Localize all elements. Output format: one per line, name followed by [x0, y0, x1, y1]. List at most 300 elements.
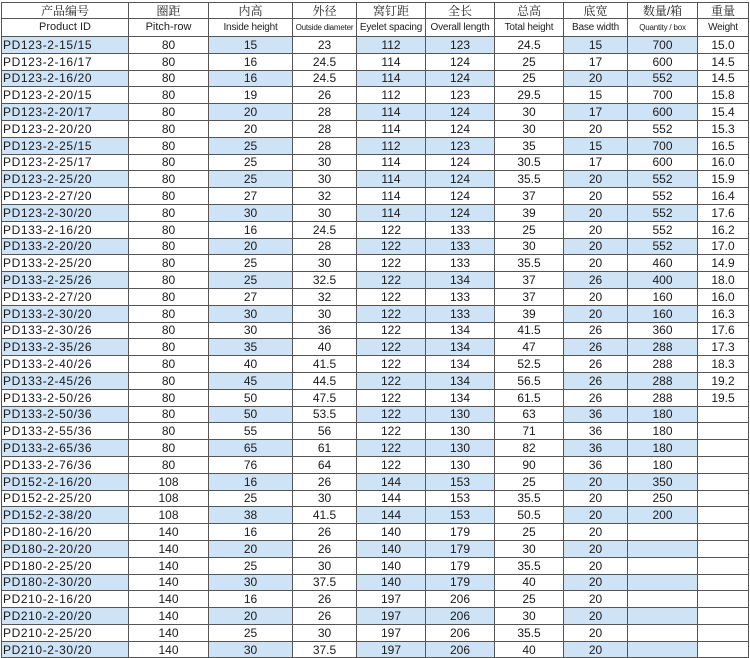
cell-eyelet-spacing: 122 [357, 339, 426, 356]
cell-quantity-box [628, 540, 698, 557]
cell-outside-diameter: 32 [293, 188, 357, 205]
cell-quantity-box [628, 524, 698, 541]
cell-total-height: 50.5 [495, 507, 564, 524]
cell-overall-length: 133 [426, 288, 495, 305]
cell-pitch-row: 80 [129, 238, 209, 255]
cell-quantity-box [628, 574, 698, 591]
cell-product-id: PD210-2-30/20 [2, 641, 129, 658]
cell-inside-height: 40 [209, 356, 293, 373]
cell-outside-diameter: 41.5 [293, 356, 357, 373]
cell-inside-height: 30 [209, 322, 293, 339]
cell-quantity-box: 160 [628, 288, 698, 305]
cell-product-id: PD180-2-25/20 [2, 557, 129, 574]
cell-quantity-box: 552 [628, 70, 698, 87]
table-row [2, 120, 749, 137]
cell-inside-height: 35 [209, 339, 293, 356]
cell-weight: 15.8 [698, 87, 749, 104]
cell-product-id: PD152-2-25/20 [2, 490, 129, 507]
cell-overall-length: 124 [426, 120, 495, 137]
cell-outside-diameter: 24.5 [293, 70, 357, 87]
cell-product-id: PD210-2-16/20 [2, 591, 129, 608]
cell-product-id: PD123-2-30/20 [2, 204, 129, 221]
cell-quantity-box: 160 [628, 305, 698, 322]
cell-inside-height: 76 [209, 456, 293, 473]
cell-weight: 16.0 [698, 288, 749, 305]
cell-weight [698, 440, 749, 457]
cell-base-width: 17 [564, 104, 628, 121]
cell-quantity-box: 288 [628, 372, 698, 389]
cell-outside-diameter: 41.5 [293, 507, 357, 524]
cell-pitch-row: 80 [129, 120, 209, 137]
table-row [2, 608, 749, 625]
cell-overall-length: 206 [426, 591, 495, 608]
header-zh-base-width: 底宽 [564, 3, 628, 19]
cell-total-height: 25 [495, 524, 564, 541]
cell-pitch-row: 80 [129, 221, 209, 238]
cell-weight: 17.3 [698, 339, 749, 356]
cell-product-id: PD133-2-45/26 [2, 372, 129, 389]
cell-total-height: 25 [495, 53, 564, 70]
cell-pitch-row: 140 [129, 524, 209, 541]
cell-product-id: PD133-2-30/20 [2, 305, 129, 322]
cell-weight [698, 473, 749, 490]
cell-weight: 19.2 [698, 372, 749, 389]
cell-product-id: PD180-2-20/20 [2, 540, 129, 557]
header-zh-pitch-row: 圈距 [129, 3, 209, 19]
cell-overall-length: 134 [426, 272, 495, 289]
cell-base-width: 20 [564, 524, 628, 541]
table-row [2, 154, 749, 171]
cell-pitch-row: 140 [129, 591, 209, 608]
table-row [2, 356, 749, 373]
cell-weight [698, 406, 749, 423]
header-zh-outside-diameter: 外径 [293, 3, 357, 19]
cell-quantity-box: 350 [628, 473, 698, 490]
cell-outside-diameter: 61 [293, 440, 357, 457]
cell-inside-height: 16 [209, 591, 293, 608]
cell-total-height: 71 [495, 423, 564, 440]
cell-overall-length: 124 [426, 53, 495, 70]
table-row [2, 440, 749, 457]
cell-outside-diameter: 30 [293, 624, 357, 641]
cell-inside-height: 20 [209, 238, 293, 255]
cell-quantity-box: 700 [628, 37, 698, 54]
table-row [2, 322, 749, 339]
cell-pitch-row: 80 [129, 440, 209, 457]
table-row [2, 221, 749, 238]
cell-pitch-row: 140 [129, 624, 209, 641]
cell-eyelet-spacing: 140 [357, 574, 426, 591]
cell-weight [698, 490, 749, 507]
cell-overall-length: 133 [426, 221, 495, 238]
cell-overall-length: 123 [426, 87, 495, 104]
table-row [2, 272, 749, 289]
cell-overall-length: 124 [426, 188, 495, 205]
cell-outside-diameter: 24.5 [293, 53, 357, 70]
cell-inside-height: 16 [209, 70, 293, 87]
cell-overall-length: 179 [426, 557, 495, 574]
cell-total-height: 30 [495, 120, 564, 137]
cell-outside-diameter: 47.5 [293, 389, 357, 406]
table-row [2, 524, 749, 541]
cell-weight: 14.5 [698, 53, 749, 70]
cell-quantity-box: 552 [628, 221, 698, 238]
cell-inside-height: 55 [209, 423, 293, 440]
cell-quantity-box [628, 591, 698, 608]
cell-eyelet-spacing: 114 [357, 204, 426, 221]
cell-overall-length: 179 [426, 540, 495, 557]
cell-overall-length: 134 [426, 356, 495, 373]
cell-quantity-box: 288 [628, 339, 698, 356]
cell-eyelet-spacing: 140 [357, 540, 426, 557]
cell-base-width: 20 [564, 641, 628, 658]
cell-overall-length: 134 [426, 339, 495, 356]
cell-overall-length: 123 [426, 137, 495, 154]
cell-outside-diameter: 37.5 [293, 641, 357, 658]
header-zh-product-id: 产品编号 [2, 3, 129, 19]
cell-inside-height: 45 [209, 372, 293, 389]
table-row [2, 255, 749, 272]
cell-inside-height: 20 [209, 104, 293, 121]
cell-quantity-box: 180 [628, 423, 698, 440]
cell-base-width: 15 [564, 37, 628, 54]
cell-total-height: 37 [495, 188, 564, 205]
cell-overall-length: 123 [426, 37, 495, 54]
cell-base-width: 20 [564, 221, 628, 238]
header-row-english [2, 19, 749, 37]
cell-overall-length: 124 [426, 70, 495, 87]
cell-inside-height: 16 [209, 473, 293, 490]
cell-weight: 15.3 [698, 120, 749, 137]
cell-base-width: 26 [564, 389, 628, 406]
cell-eyelet-spacing: 112 [357, 37, 426, 54]
cell-weight [698, 456, 749, 473]
cell-base-width: 20 [564, 507, 628, 524]
cell-overall-length: 206 [426, 608, 495, 625]
cell-weight: 16.3 [698, 305, 749, 322]
cell-product-id: PD123-2-16/20 [2, 70, 129, 87]
header-row-chinese [2, 3, 749, 19]
cell-weight [698, 608, 749, 625]
cell-base-width: 20 [564, 591, 628, 608]
cell-base-width: 20 [564, 305, 628, 322]
header-en-inside-height: Inside height [209, 19, 293, 37]
cell-product-id: PD133-2-25/26 [2, 272, 129, 289]
table-row [2, 137, 749, 154]
cell-base-width: 36 [564, 456, 628, 473]
header-en-outside-diameter: Outside diameter [293, 19, 357, 37]
cell-overall-length: 124 [426, 104, 495, 121]
table-row [2, 204, 749, 221]
cell-eyelet-spacing: 144 [357, 473, 426, 490]
cell-quantity-box [628, 608, 698, 625]
header-en-eyelet-spacing: Eyelet spacing [357, 19, 426, 37]
cell-pitch-row: 80 [129, 188, 209, 205]
cell-overall-length: 133 [426, 305, 495, 322]
product-spec-table [1, 2, 749, 658]
cell-base-width: 17 [564, 154, 628, 171]
cell-weight: 16.2 [698, 221, 749, 238]
cell-pitch-row: 108 [129, 507, 209, 524]
cell-base-width: 26 [564, 272, 628, 289]
cell-outside-diameter: 32 [293, 288, 357, 305]
cell-total-height: 35.5 [495, 624, 564, 641]
cell-outside-diameter: 28 [293, 137, 357, 154]
cell-inside-height: 25 [209, 255, 293, 272]
cell-outside-diameter: 32.5 [293, 272, 357, 289]
cell-outside-diameter: 26 [293, 608, 357, 625]
cell-product-id: PD210-2-25/20 [2, 624, 129, 641]
cell-base-width: 20 [564, 473, 628, 490]
header-en-product-id: Product ID [2, 19, 129, 37]
table-row [2, 641, 749, 658]
cell-quantity-box: 600 [628, 53, 698, 70]
cell-base-width: 20 [564, 557, 628, 574]
cell-inside-height: 25 [209, 171, 293, 188]
header-en-total-height: Total height [495, 19, 564, 37]
cell-product-id: PD133-2-40/26 [2, 356, 129, 373]
cell-base-width: 20 [564, 490, 628, 507]
cell-total-height: 39 [495, 204, 564, 221]
cell-inside-height: 16 [209, 53, 293, 70]
cell-base-width: 20 [564, 608, 628, 625]
cell-pitch-row: 80 [129, 137, 209, 154]
cell-eyelet-spacing: 122 [357, 440, 426, 457]
cell-product-id: PD123-2-25/20 [2, 171, 129, 188]
cell-quantity-box: 600 [628, 104, 698, 121]
cell-overall-length: 130 [426, 440, 495, 457]
cell-product-id: PD133-2-76/36 [2, 456, 129, 473]
cell-pitch-row: 80 [129, 356, 209, 373]
cell-outside-diameter: 28 [293, 120, 357, 137]
cell-pitch-row: 80 [129, 87, 209, 104]
cell-inside-height: 20 [209, 120, 293, 137]
cell-total-height: 35 [495, 137, 564, 154]
cell-product-id: PD152-2-38/20 [2, 507, 129, 524]
cell-weight: 15.9 [698, 171, 749, 188]
cell-product-id: PD123-2-20/15 [2, 87, 129, 104]
cell-product-id: PD133-2-25/20 [2, 255, 129, 272]
cell-base-width: 17 [564, 53, 628, 70]
cell-outside-diameter: 36 [293, 322, 357, 339]
table-row [2, 104, 749, 121]
cell-quantity-box: 288 [628, 356, 698, 373]
cell-total-height: 63 [495, 406, 564, 423]
table-row [2, 591, 749, 608]
header-en-overall-length: Overall length [426, 19, 495, 37]
cell-eyelet-spacing: 122 [357, 406, 426, 423]
cell-overall-length: 206 [426, 641, 495, 658]
cell-total-height: 25 [495, 70, 564, 87]
cell-pitch-row: 80 [129, 288, 209, 305]
cell-base-width: 26 [564, 356, 628, 373]
cell-outside-diameter: 40 [293, 339, 357, 356]
cell-outside-diameter: 26 [293, 540, 357, 557]
cell-quantity-box: 552 [628, 238, 698, 255]
cell-weight [698, 557, 749, 574]
cell-inside-height: 25 [209, 490, 293, 507]
cell-inside-height: 25 [209, 272, 293, 289]
cell-base-width: 26 [564, 372, 628, 389]
cell-eyelet-spacing: 122 [357, 255, 426, 272]
cell-inside-height: 19 [209, 87, 293, 104]
cell-base-width: 26 [564, 322, 628, 339]
cell-product-id: PD123-2-20/17 [2, 104, 129, 121]
cell-weight: 15.4 [698, 104, 749, 121]
table-row [2, 490, 749, 507]
cell-outside-diameter: 24.5 [293, 221, 357, 238]
cell-overall-length: 153 [426, 473, 495, 490]
cell-base-width: 36 [564, 423, 628, 440]
cell-product-id: PD123-2-27/20 [2, 188, 129, 205]
cell-total-height: 82 [495, 440, 564, 457]
cell-pitch-row: 140 [129, 557, 209, 574]
table-row [2, 339, 749, 356]
cell-base-width: 20 [564, 255, 628, 272]
cell-outside-diameter: 56 [293, 423, 357, 440]
cell-eyelet-spacing: 140 [357, 524, 426, 541]
cell-inside-height: 25 [209, 557, 293, 574]
cell-pitch-row: 80 [129, 104, 209, 121]
cell-weight: 17.6 [698, 322, 749, 339]
table-row [2, 188, 749, 205]
table-row [2, 473, 749, 490]
cell-overall-length: 153 [426, 507, 495, 524]
cell-product-id: PD152-2-16/20 [2, 473, 129, 490]
cell-outside-diameter: 26 [293, 591, 357, 608]
cell-eyelet-spacing: 122 [357, 456, 426, 473]
header-zh-overall-length: 全长 [426, 3, 495, 19]
cell-product-id: PD123-2-15/15 [2, 37, 129, 54]
cell-weight: 14.5 [698, 70, 749, 87]
cell-eyelet-spacing: 114 [357, 188, 426, 205]
cell-total-height: 40 [495, 641, 564, 658]
cell-outside-diameter: 30 [293, 557, 357, 574]
header-en-pitch-row: Pitch-row [129, 19, 209, 37]
cell-base-width: 20 [564, 238, 628, 255]
cell-pitch-row: 80 [129, 339, 209, 356]
header-zh-inside-height: 内高 [209, 3, 293, 19]
cell-base-width: 36 [564, 440, 628, 457]
cell-pitch-row: 80 [129, 154, 209, 171]
cell-pitch-row: 80 [129, 423, 209, 440]
cell-base-width: 20 [564, 120, 628, 137]
cell-quantity-box: 288 [628, 389, 698, 406]
cell-eyelet-spacing: 197 [357, 641, 426, 658]
cell-pitch-row: 140 [129, 641, 209, 658]
cell-eyelet-spacing: 122 [357, 423, 426, 440]
cell-total-height: 24.5 [495, 37, 564, 54]
cell-pitch-row: 80 [129, 406, 209, 423]
table-row [2, 406, 749, 423]
cell-overall-length: 206 [426, 624, 495, 641]
cell-base-width: 20 [564, 288, 628, 305]
cell-outside-diameter: 26 [293, 524, 357, 541]
cell-total-height: 37 [495, 272, 564, 289]
cell-product-id: PD133-2-16/20 [2, 221, 129, 238]
cell-eyelet-spacing: 122 [357, 288, 426, 305]
cell-pitch-row: 80 [129, 171, 209, 188]
cell-overall-length: 124 [426, 171, 495, 188]
table-row [2, 507, 749, 524]
cell-base-width: 20 [564, 624, 628, 641]
cell-eyelet-spacing: 140 [357, 557, 426, 574]
cell-total-height: 37 [495, 288, 564, 305]
cell-quantity-box: 552 [628, 188, 698, 205]
cell-inside-height: 27 [209, 288, 293, 305]
cell-outside-diameter: 64 [293, 456, 357, 473]
header-zh-quantity-box: 数量/箱 [628, 3, 698, 19]
cell-overall-length: 130 [426, 423, 495, 440]
cell-product-id: PD133-2-50/26 [2, 389, 129, 406]
cell-eyelet-spacing: 122 [357, 272, 426, 289]
table-row [2, 372, 749, 389]
cell-total-height: 35.5 [495, 255, 564, 272]
cell-quantity-box: 552 [628, 204, 698, 221]
cell-total-height: 30 [495, 540, 564, 557]
cell-eyelet-spacing: 114 [357, 70, 426, 87]
cell-inside-height: 25 [209, 624, 293, 641]
cell-product-id: PD123-2-25/17 [2, 154, 129, 171]
cell-outside-diameter: 37.5 [293, 574, 357, 591]
cell-quantity-box [628, 641, 698, 658]
cell-pitch-row: 80 [129, 456, 209, 473]
header-zh-weight: 重量 [698, 3, 749, 19]
cell-pitch-row: 108 [129, 473, 209, 490]
cell-total-height: 35.5 [495, 171, 564, 188]
cell-product-id: PD133-2-30/26 [2, 322, 129, 339]
cell-inside-height: 30 [209, 574, 293, 591]
cell-eyelet-spacing: 144 [357, 490, 426, 507]
cell-product-id: PD133-2-50/36 [2, 406, 129, 423]
cell-eyelet-spacing: 197 [357, 608, 426, 625]
cell-product-id: PD180-2-16/20 [2, 524, 129, 541]
cell-outside-diameter: 30 [293, 171, 357, 188]
cell-eyelet-spacing: 114 [357, 171, 426, 188]
cell-weight [698, 540, 749, 557]
cell-pitch-row: 80 [129, 204, 209, 221]
cell-weight: 17.6 [698, 204, 749, 221]
cell-weight: 14.9 [698, 255, 749, 272]
cell-product-id: PD133-2-27/20 [2, 288, 129, 305]
cell-total-height: 90 [495, 456, 564, 473]
cell-total-height: 61.5 [495, 389, 564, 406]
cell-eyelet-spacing: 197 [357, 624, 426, 641]
cell-outside-diameter: 30 [293, 305, 357, 322]
cell-overall-length: 134 [426, 389, 495, 406]
cell-eyelet-spacing: 122 [357, 221, 426, 238]
cell-total-height: 39 [495, 305, 564, 322]
cell-quantity-box: 460 [628, 255, 698, 272]
table-row [2, 423, 749, 440]
cell-product-id: PD133-2-65/36 [2, 440, 129, 457]
cell-total-height: 35.5 [495, 557, 564, 574]
cell-inside-height: 16 [209, 524, 293, 541]
cell-total-height: 56.5 [495, 372, 564, 389]
cell-eyelet-spacing: 122 [357, 305, 426, 322]
cell-inside-height: 30 [209, 204, 293, 221]
cell-weight: 18.0 [698, 272, 749, 289]
cell-pitch-row: 140 [129, 608, 209, 625]
cell-base-width: 20 [564, 171, 628, 188]
cell-base-width: 20 [564, 204, 628, 221]
cell-overall-length: 179 [426, 524, 495, 541]
cell-weight: 16.0 [698, 154, 749, 171]
cell-outside-diameter: 28 [293, 238, 357, 255]
cell-inside-height: 38 [209, 507, 293, 524]
cell-inside-height: 50 [209, 389, 293, 406]
cell-inside-height: 16 [209, 221, 293, 238]
